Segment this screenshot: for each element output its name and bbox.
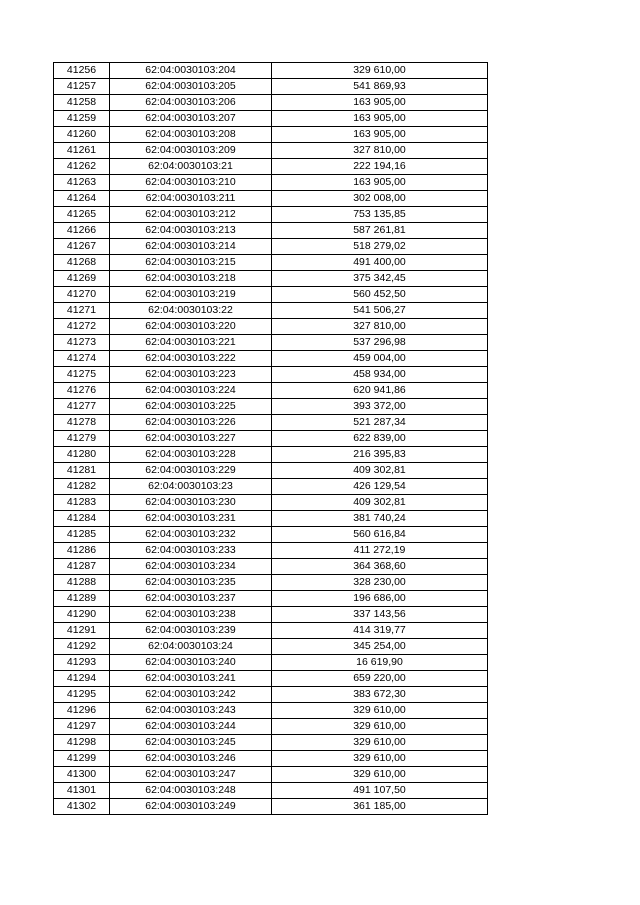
table-row — [54, 655, 488, 671]
cadastral-value-cell: 163 905,00 — [272, 111, 488, 127]
table-row — [54, 783, 488, 799]
row-number-cell: 41295 — [54, 687, 110, 703]
row-number-cell: 41283 — [54, 495, 110, 511]
table-row — [54, 383, 488, 399]
cadastral-number-cell: 62:04:0030103:221 — [110, 335, 272, 351]
table-row — [54, 559, 488, 575]
cadastral-number-cell: 62:04:0030103:247 — [110, 767, 272, 783]
table-row — [54, 95, 488, 111]
cadastral-value-cell: 216 395,83 — [272, 447, 488, 463]
cadastral-number-cell: 62:04:0030103:229 — [110, 463, 272, 479]
row-number-cell: 41261 — [54, 143, 110, 159]
cadastral-number-cell: 62:04:0030103:24 — [110, 639, 272, 655]
cadastral-number-cell: 62:04:0030103:208 — [110, 127, 272, 143]
cadastral-value-cell: 426 129,54 — [272, 479, 488, 495]
row-number-cell: 41262 — [54, 159, 110, 175]
cadastral-number-cell: 62:04:0030103:238 — [110, 607, 272, 623]
cadastral-value-cell: 587 261,81 — [272, 223, 488, 239]
row-number-cell: 41271 — [54, 303, 110, 319]
cadastral-number-cell: 62:04:0030103:225 — [110, 399, 272, 415]
row-number-cell: 41266 — [54, 223, 110, 239]
cadastral-value-cell: 163 905,00 — [272, 95, 488, 111]
row-number-cell: 41297 — [54, 719, 110, 735]
cadastral-value-cell: 458 934,00 — [272, 367, 488, 383]
cadastral-value-cell: 196 686,00 — [272, 591, 488, 607]
cadastral-value-cell: 541 869,93 — [272, 79, 488, 95]
table-row — [54, 623, 488, 639]
cadastral-number-cell: 62:04:0030103:242 — [110, 687, 272, 703]
table-row — [54, 543, 488, 559]
cadastral-number-cell: 62:04:0030103:244 — [110, 719, 272, 735]
table-row — [54, 79, 488, 95]
row-number-cell: 41293 — [54, 655, 110, 671]
cadastral-number-cell: 62:04:0030103:214 — [110, 239, 272, 255]
cadastral-number-cell: 62:04:0030103:224 — [110, 383, 272, 399]
table-row — [54, 351, 488, 367]
table-row — [54, 687, 488, 703]
table-row — [54, 431, 488, 447]
table-row — [54, 719, 488, 735]
cadastral-value-cell: 659 220,00 — [272, 671, 488, 687]
table-row — [54, 239, 488, 255]
cadastral-number-cell: 62:04:0030103:249 — [110, 799, 272, 815]
cadastral-value-cell: 537 296,98 — [272, 335, 488, 351]
table-row — [54, 303, 488, 319]
cadastral-value-cell: 329 610,00 — [272, 719, 488, 735]
row-number-cell: 41280 — [54, 447, 110, 463]
table-row — [54, 175, 488, 191]
row-number-cell: 41265 — [54, 207, 110, 223]
cadastral-value-cell: 622 839,00 — [272, 431, 488, 447]
cadastral-value-cell: 327 810,00 — [272, 143, 488, 159]
cadastral-value-cell: 491 107,50 — [272, 783, 488, 799]
cadastral-number-cell: 62:04:0030103:204 — [110, 63, 272, 79]
table-row — [54, 527, 488, 543]
row-number-cell: 41268 — [54, 255, 110, 271]
table-row — [54, 159, 488, 175]
cadastral-value-cell: 560 616,84 — [272, 527, 488, 543]
row-number-cell: 41260 — [54, 127, 110, 143]
cadastral-value-cell: 409 302,81 — [272, 463, 488, 479]
cadastral-number-cell: 62:04:0030103:226 — [110, 415, 272, 431]
table-row — [54, 223, 488, 239]
cadastral-number-cell: 62:04:0030103:234 — [110, 559, 272, 575]
row-number-cell: 41285 — [54, 527, 110, 543]
cadastral-number-cell: 62:04:0030103:205 — [110, 79, 272, 95]
row-number-cell: 41272 — [54, 319, 110, 335]
table-row — [54, 207, 488, 223]
table-row — [54, 191, 488, 207]
row-number-cell: 41278 — [54, 415, 110, 431]
document-page — [53, 62, 488, 815]
row-number-cell: 41296 — [54, 703, 110, 719]
table-row — [54, 671, 488, 687]
table-row — [54, 703, 488, 719]
cadastral-value-cell: 302 008,00 — [272, 191, 488, 207]
cadastral-value-cell: 381 740,24 — [272, 511, 488, 527]
row-number-cell: 41267 — [54, 239, 110, 255]
row-number-cell: 41279 — [54, 431, 110, 447]
row-number-cell: 41281 — [54, 463, 110, 479]
cadastral-number-cell: 62:04:0030103:220 — [110, 319, 272, 335]
cadastral-number-cell: 62:04:0030103:209 — [110, 143, 272, 159]
cadastral-number-cell: 62:04:0030103:241 — [110, 671, 272, 687]
table-row — [54, 399, 488, 415]
row-number-cell: 41298 — [54, 735, 110, 751]
row-number-cell: 41289 — [54, 591, 110, 607]
cadastral-value-cell: 459 004,00 — [272, 351, 488, 367]
table-row — [54, 447, 488, 463]
row-number-cell: 41299 — [54, 751, 110, 767]
cadastral-number-cell: 62:04:0030103:232 — [110, 527, 272, 543]
row-number-cell: 41270 — [54, 287, 110, 303]
table-row — [54, 639, 488, 655]
table-row — [54, 495, 488, 511]
cadastral-value-cell: 411 272,19 — [272, 543, 488, 559]
row-number-cell: 41287 — [54, 559, 110, 575]
cadastral-number-cell: 62:04:0030103:235 — [110, 575, 272, 591]
row-number-cell: 41275 — [54, 367, 110, 383]
row-number-cell: 41302 — [54, 799, 110, 815]
cadastral-value-cell: 393 372,00 — [272, 399, 488, 415]
table-row — [54, 287, 488, 303]
table-row — [54, 511, 488, 527]
table-row — [54, 111, 488, 127]
cadastral-value-cell: 16 619,90 — [272, 655, 488, 671]
cadastral-number-cell: 62:04:0030103:243 — [110, 703, 272, 719]
cadastral-number-cell: 62:04:0030103:228 — [110, 447, 272, 463]
cadastral-number-cell: 62:04:0030103:219 — [110, 287, 272, 303]
table-row — [54, 591, 488, 607]
row-number-cell: 41276 — [54, 383, 110, 399]
cadastral-number-cell: 62:04:0030103:23 — [110, 479, 272, 495]
cadastral-value-cell: 329 610,00 — [272, 735, 488, 751]
cadastral-value-cell: 753 135,85 — [272, 207, 488, 223]
row-number-cell: 41282 — [54, 479, 110, 495]
row-number-cell: 41286 — [54, 543, 110, 559]
table-row — [54, 751, 488, 767]
cadastral-value-cell: 222 194,16 — [272, 159, 488, 175]
cadastral-number-cell: 62:04:0030103:222 — [110, 351, 272, 367]
cadastral-number-cell: 62:04:0030103:21 — [110, 159, 272, 175]
cadastral-number-cell: 62:04:0030103:233 — [110, 543, 272, 559]
cadastral-value-cell: 364 368,60 — [272, 559, 488, 575]
cadastral-value-cell: 620 941,86 — [272, 383, 488, 399]
cadastral-number-cell: 62:04:0030103:212 — [110, 207, 272, 223]
row-number-cell: 41264 — [54, 191, 110, 207]
cadastral-number-cell: 62:04:0030103:22 — [110, 303, 272, 319]
table-row — [54, 271, 488, 287]
cadastral-value-cell: 329 610,00 — [272, 63, 488, 79]
row-number-cell: 41300 — [54, 767, 110, 783]
cadastral-number-cell: 62:04:0030103:230 — [110, 495, 272, 511]
table-row — [54, 415, 488, 431]
cadastral-number-cell: 62:04:0030103:207 — [110, 111, 272, 127]
row-number-cell: 41294 — [54, 671, 110, 687]
row-number-cell: 41277 — [54, 399, 110, 415]
table-row — [54, 735, 488, 751]
cadastral-number-cell: 62:04:0030103:213 — [110, 223, 272, 239]
cadastral-value-cell: 541 506,27 — [272, 303, 488, 319]
row-number-cell: 41273 — [54, 335, 110, 351]
cadastral-value-cell: 383 672,30 — [272, 687, 488, 703]
cadastral-number-cell: 62:04:0030103:227 — [110, 431, 272, 447]
table-row — [54, 255, 488, 271]
row-number-cell: 41259 — [54, 111, 110, 127]
cadastral-number-cell: 62:04:0030103:239 — [110, 623, 272, 639]
row-number-cell: 41258 — [54, 95, 110, 111]
cadastral-value-cell: 345 254,00 — [272, 639, 488, 655]
cadastral-value-cell: 414 319,77 — [272, 623, 488, 639]
table-row — [54, 799, 488, 815]
cadastral-number-cell: 62:04:0030103:215 — [110, 255, 272, 271]
cadastral-value-cell: 491 400,00 — [272, 255, 488, 271]
cadastral-number-cell: 62:04:0030103:245 — [110, 735, 272, 751]
cadastral-value-cell: 329 610,00 — [272, 703, 488, 719]
cadastral-number-cell: 62:04:0030103:248 — [110, 783, 272, 799]
cadastral-value-cell: 409 302,81 — [272, 495, 488, 511]
row-number-cell: 41301 — [54, 783, 110, 799]
cadastral-value-table — [53, 62, 488, 815]
table-row — [54, 463, 488, 479]
row-number-cell: 41290 — [54, 607, 110, 623]
table-row — [54, 319, 488, 335]
table-row — [54, 575, 488, 591]
table-row — [54, 143, 488, 159]
table-row — [54, 63, 488, 79]
cadastral-number-cell: 62:04:0030103:246 — [110, 751, 272, 767]
table-row — [54, 127, 488, 143]
row-number-cell: 41257 — [54, 79, 110, 95]
cadastral-value-cell: 329 610,00 — [272, 767, 488, 783]
table-row — [54, 367, 488, 383]
cadastral-value-cell: 560 452,50 — [272, 287, 488, 303]
cadastral-value-cell: 518 279,02 — [272, 239, 488, 255]
table-row — [54, 767, 488, 783]
cadastral-number-cell: 62:04:0030103:210 — [110, 175, 272, 191]
cadastral-number-cell: 62:04:0030103:237 — [110, 591, 272, 607]
cadastral-value-cell: 375 342,45 — [272, 271, 488, 287]
cadastral-number-cell: 62:04:0030103:223 — [110, 367, 272, 383]
cadastral-number-cell: 62:04:0030103:231 — [110, 511, 272, 527]
row-number-cell: 41269 — [54, 271, 110, 287]
cadastral-value-cell: 328 230,00 — [272, 575, 488, 591]
row-number-cell: 41288 — [54, 575, 110, 591]
cadastral-number-cell: 62:04:0030103:206 — [110, 95, 272, 111]
cadastral-value-cell: 327 810,00 — [272, 319, 488, 335]
cadastral-number-cell: 62:04:0030103:240 — [110, 655, 272, 671]
cadastral-value-cell: 163 905,00 — [272, 127, 488, 143]
row-number-cell: 41292 — [54, 639, 110, 655]
table-body — [54, 63, 488, 815]
cadastral-value-cell: 521 287,34 — [272, 415, 488, 431]
cadastral-value-cell: 337 143,56 — [272, 607, 488, 623]
cadastral-value-cell: 329 610,00 — [272, 751, 488, 767]
cadastral-number-cell: 62:04:0030103:211 — [110, 191, 272, 207]
table-row — [54, 479, 488, 495]
row-number-cell: 41284 — [54, 511, 110, 527]
row-number-cell: 41274 — [54, 351, 110, 367]
row-number-cell: 41263 — [54, 175, 110, 191]
table-row — [54, 335, 488, 351]
table-row — [54, 607, 488, 623]
row-number-cell: 41256 — [54, 63, 110, 79]
cadastral-value-cell: 361 185,00 — [272, 799, 488, 815]
row-number-cell: 41291 — [54, 623, 110, 639]
cadastral-value-cell: 163 905,00 — [272, 175, 488, 191]
cadastral-number-cell: 62:04:0030103:218 — [110, 271, 272, 287]
